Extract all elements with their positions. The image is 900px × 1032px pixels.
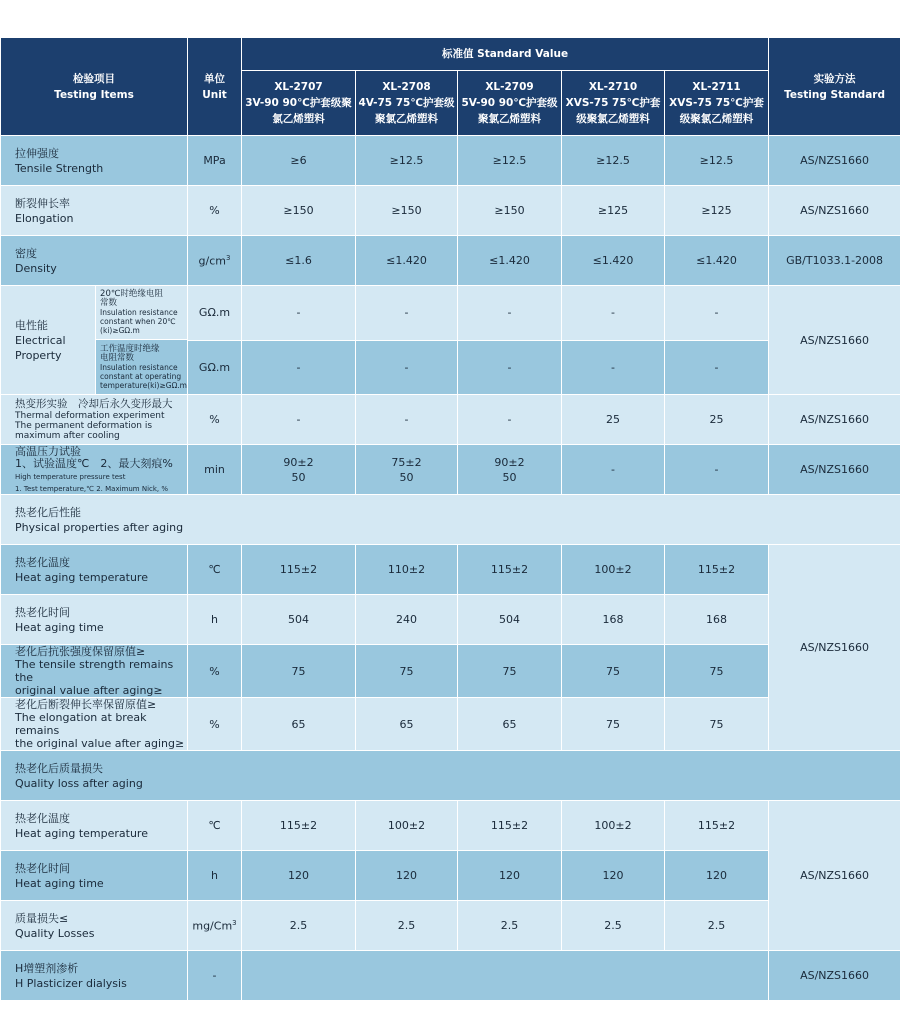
row-unit: % <box>188 645 242 698</box>
value-cell: 25 <box>562 395 665 445</box>
value-cell: 115±2 <box>458 545 562 595</box>
row-unit: ℃ <box>188 801 242 851</box>
row-label: 热变形实验 冷却后永久变形最大 Thermal deformation experiment The permanent deformation is maximum after cooling <box>1 395 188 445</box>
value-cell: 115±2 <box>665 545 769 595</box>
row-label: 断裂伸长率 Elongation <box>1 186 188 236</box>
row-label: 热老化时间 Heat aging time <box>1 595 188 645</box>
value-cell: 120 <box>458 851 562 901</box>
value-cell: ≥12.5 <box>356 136 458 186</box>
value-cell: 75 <box>356 645 458 698</box>
row-unit: - <box>188 951 242 1001</box>
value-cell: - <box>242 340 356 395</box>
value-cell: ≥6 <box>242 136 356 186</box>
table-row <box>1 595 900 645</box>
value-cell: 120 <box>562 851 665 901</box>
table-row <box>1 186 900 236</box>
row-unit: % <box>188 698 242 751</box>
header-standard-value: 标准值 Standard Value <box>242 38 769 71</box>
row-unit: GΩ.m <box>188 340 242 395</box>
value-cell: ≥12.5 <box>562 136 665 186</box>
value-cell: 90±2 50 <box>242 445 356 495</box>
table-row <box>1 286 900 341</box>
value-cell: 100±2 <box>562 801 665 851</box>
section-row <box>1 495 900 545</box>
table-row <box>1 901 900 951</box>
value-cell: 2.5 <box>242 901 356 951</box>
row-label: 热老化温度 Heat aging temperature <box>1 545 188 595</box>
value-cell: - <box>562 286 665 341</box>
header-model: XL-2711 XVS-75 75℃护套 级聚氯乙烯塑料 <box>665 71 769 136</box>
value-cell-empty <box>242 951 769 1001</box>
value-cell: - <box>562 340 665 395</box>
value-cell: - <box>562 445 665 495</box>
value-cell: - <box>242 286 356 341</box>
value-cell: 75 <box>665 698 769 751</box>
value-cell: 65 <box>356 698 458 751</box>
row-unit: $g/cm^3$ <box>188 236 242 286</box>
table-row <box>1 951 900 1001</box>
section-row <box>1 751 900 801</box>
electrical-label: 电性能 Electrical Property <box>1 286 95 394</box>
value-cell: - <box>458 340 562 395</box>
electrical-group <box>1 286 188 395</box>
value-cell: - <box>458 286 562 341</box>
value-cell: 100±2 <box>562 545 665 595</box>
value-cell: 115±2 <box>242 801 356 851</box>
value-cell: 2.5 <box>562 901 665 951</box>
value-cell: 75±2 50 <box>356 445 458 495</box>
value-cell: 504 <box>458 595 562 645</box>
row-label: 老化后断裂伸长率保留原值≥ The elongation at break remains the original value after aging≥ <box>1 698 188 751</box>
standard-cell: GB/T1033.1-2008 <box>769 236 900 286</box>
value-cell: 100±2 <box>356 801 458 851</box>
row-label: 高温压力试验 1、试验温度℃ 2、最大刻痕% High temperature pressure test 1. Test temperature,℃ 2. Maximum Nick, % <box>1 445 188 495</box>
spec-table-wrapper <box>0 37 900 1001</box>
value-cell: ≥12.5 <box>665 136 769 186</box>
value-cell: 115±2 <box>242 545 356 595</box>
value-cell: ≥125 <box>665 186 769 236</box>
table-row <box>1 236 900 286</box>
value-cell: ≤1.6 <box>242 236 356 286</box>
row-label: 拉伸强度 Tensile Strength <box>1 136 188 186</box>
row-unit: GΩ.m <box>188 286 242 341</box>
row-label: 老化后抗张强度保留原值≥ The tensile strength remains the original value after aging≥ <box>1 645 188 698</box>
section-label-aging: 热老化后性能 Physical properties after aging <box>1 495 900 545</box>
table-row <box>1 545 900 595</box>
value-cell: ≥150 <box>356 186 458 236</box>
value-cell: 65 <box>242 698 356 751</box>
standard-cell: AS/NZS1660 <box>769 545 900 751</box>
value-cell: 65 <box>458 698 562 751</box>
electrical-sub-label: 工作温度时绝缘 电阻常数 Insulation resistance constant at operating temperature(ki)≥GΩ.m <box>95 340 187 394</box>
standard-cell: AS/NZS1660 <box>769 951 900 1001</box>
table-row <box>1 136 900 186</box>
value-cell: 2.5 <box>356 901 458 951</box>
value-cell: ≥12.5 <box>458 136 562 186</box>
value-cell: 115±2 <box>665 801 769 851</box>
value-cell: ≤1.420 <box>562 236 665 286</box>
table-row <box>1 645 900 698</box>
header-testing-standard: 实验方法 Testing Standard <box>769 38 900 136</box>
table-row <box>1 445 900 495</box>
value-cell: 25 <box>665 395 769 445</box>
header-model: XL-2708 4V-75 75℃护套级 聚氯乙烯塑料 <box>356 71 458 136</box>
row-label: 质量损失≤ Quality Losses <box>1 901 188 951</box>
row-label: 热老化温度 Heat aging temperature <box>1 801 188 851</box>
standard-cell: AS/NZS1660 <box>769 136 900 186</box>
row-label: H增塑剂渗析 H Plasticizer dialysis <box>1 951 188 1001</box>
standard-cell: AS/NZS1660 <box>769 186 900 236</box>
value-cell: ≥125 <box>562 186 665 236</box>
spec-table <box>0 37 900 1001</box>
row-unit: h <box>188 595 242 645</box>
value-cell: - <box>356 340 458 395</box>
value-cell: ≥150 <box>458 186 562 236</box>
value-cell: 120 <box>665 851 769 901</box>
table-row <box>1 698 900 751</box>
row-label: 密度 Density <box>1 236 188 286</box>
value-cell: - <box>458 395 562 445</box>
table-row <box>1 801 900 851</box>
table-row <box>1 395 900 445</box>
row-unit: ℃ <box>188 545 242 595</box>
value-cell: - <box>242 395 356 445</box>
value-cell: 504 <box>242 595 356 645</box>
value-cell: ≤1.420 <box>665 236 769 286</box>
standard-cell: AS/NZS1660 <box>769 395 900 445</box>
value-cell: ≤1.420 <box>458 236 562 286</box>
header-unit: 单位 Unit <box>188 38 242 136</box>
value-cell: - <box>665 340 769 395</box>
value-cell: 90±2 50 <box>458 445 562 495</box>
header-model: XL-2710 XVS-75 75℃护套 级聚氯乙烯塑料 <box>562 71 665 136</box>
value-cell: - <box>665 286 769 341</box>
row-unit: MPa <box>188 136 242 186</box>
row-unit: % <box>188 186 242 236</box>
standard-cell: AS/NZS1660 <box>769 286 900 395</box>
value-cell: 75 <box>665 645 769 698</box>
value-cell: 110±2 <box>356 545 458 595</box>
row-label: 热老化时间 Heat aging time <box>1 851 188 901</box>
value-cell: 75 <box>562 645 665 698</box>
value-cell: - <box>356 286 458 341</box>
value-cell: 168 <box>562 595 665 645</box>
row-unit: % <box>188 395 242 445</box>
value-cell: 120 <box>356 851 458 901</box>
header-test-items: 检验项目 Testing Items <box>1 38 188 136</box>
value-cell: 120 <box>242 851 356 901</box>
value-cell: 75 <box>458 645 562 698</box>
value-cell: - <box>356 395 458 445</box>
row-unit: h <box>188 851 242 901</box>
row-unit: mg/Cm$^3$ <box>188 901 242 951</box>
value-cell: 75 <box>562 698 665 751</box>
value-cell: ≤1.420 <box>356 236 458 286</box>
row-unit: min <box>188 445 242 495</box>
value-cell: 2.5 <box>458 901 562 951</box>
standard-cell: AS/NZS1660 <box>769 801 900 951</box>
section-label-quality-loss: 热老化后质量损失 Quality loss after aging <box>1 751 900 801</box>
table-row <box>1 851 900 901</box>
value-cell: 2.5 <box>665 901 769 951</box>
value-cell: 115±2 <box>458 801 562 851</box>
standard-cell: AS/NZS1660 <box>769 445 900 495</box>
value-cell: 168 <box>665 595 769 645</box>
electrical-sub-label: 20℃时绝缘电阻 常数 Insulation resistance constant when 20℃ (ki)≥GΩ.m <box>95 286 187 340</box>
header-model: XL-2709 5V-90 90℃护套级 聚氯乙烯塑料 <box>458 71 562 136</box>
value-cell: 75 <box>242 645 356 698</box>
value-cell: ≥150 <box>242 186 356 236</box>
value-cell: - <box>665 445 769 495</box>
value-cell: 240 <box>356 595 458 645</box>
header-model: XL-2707 3V-90 90℃护套级聚 氯乙烯塑料 <box>242 71 356 136</box>
